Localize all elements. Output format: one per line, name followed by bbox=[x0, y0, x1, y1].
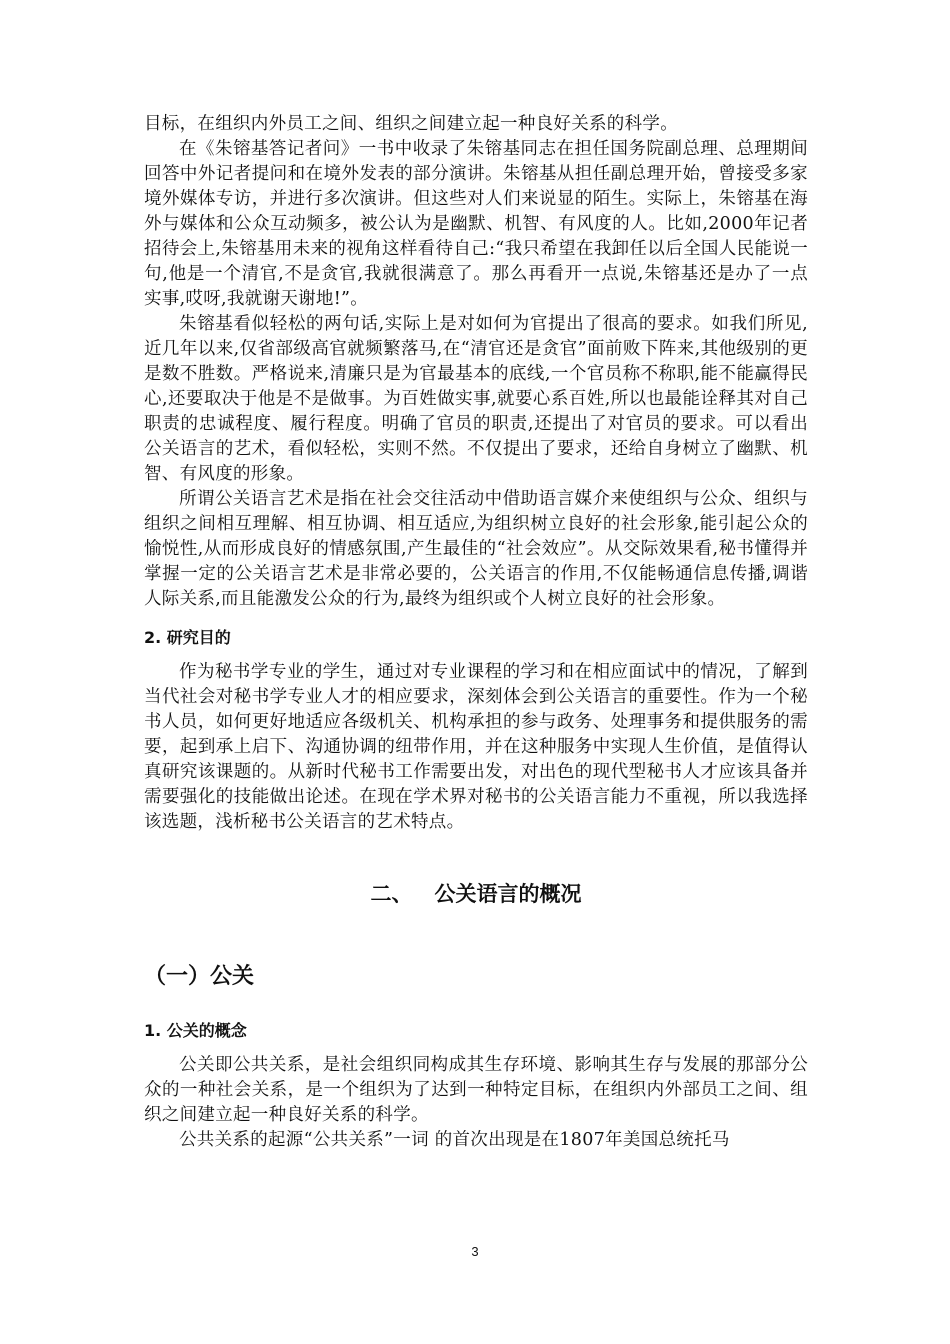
paragraph-pr-definition: 公关即公共关系，是社会组织同构成其生存环境、影响其生存与发展的那部分公众的一种社会关系，是一个组织为了达到一种特定目标，在组织内外部员工之间、组织之间建立起一种良好关系的科学。 bbox=[144, 1055, 808, 1125]
section-heading-pr: （一）公关 bbox=[144, 964, 255, 989]
paragraph-pr-origin: 公共关系的起源“公共关系”一词 的首次出现是在1807年美国总统托马 bbox=[179, 1130, 730, 1150]
paragraph-official-requirements: 朱镕基看似轻松的两句话,实际上是对如何为官提出了很高的要求。如我们所见,近几年以来,仅省部级高官就频繁落马,在“清官还是贪官”面前败下阵来,其他级别的更是数不胜数。严格说来,清廉只是为官最基本的底线,一个官员称不称职,能不能赢得民心,还要取决于他是不是做事。为百姓做实事,就要心系百姓,所以也最能诠释其对自己职责的忠诚程度、履行程度。明确了官员的职责,还提出了对官员的要求。可以看出公关语言的艺术，看似轻松，实则不然。不仅提出了要求，还给自身树立了幽默、机智、有风度的形象。 bbox=[144, 314, 808, 484]
paragraph-research-purpose: 作为秘书学专业的学生，通过对专业课程的学习和在相应面试中的情况，了解到当代社会对秘书学专业人才的相应要求，深刻体会到公关语言的重要性。作为一个秘书人员，如何更好地适应各级机关、机构承担的参与政务、处理事务和提供服务的需要，起到承上启下、沟通协调的纽带作用，并在这种服务中实现人生价值，是值得认真研究该课题的。从新时代秘书工作需要出发，对出色的现代型秘书人才应该具备并需要强化的技能做出论述。在现在学术界对秘书的公关语言能力不重视，所以我选择该选题，浅析秘书公关语言的艺术特点。 bbox=[144, 662, 808, 832]
chapter-heading bbox=[144, 879, 808, 909]
page-number: 3 bbox=[471, 1244, 479, 1259]
document-page bbox=[144, 112, 808, 1153]
chapter-heading-number: 二、 bbox=[370, 882, 413, 906]
chapter-heading-title: 公关语言的概况 bbox=[434, 882, 582, 906]
paragraph-zhu-rongji-book: 在《朱镕基答记者问》一书中收录了朱镕基同志在担任国务院副总理、总理期间回答中外记者提问和在境外发表的部分演讲。朱镕基从担任副总理开始，曾接受多家境外媒体专访，并进行多次演讲。但这些对人们来说显的陌生。实际上，朱镕基在海外与媒体和公众互动频多，被公认为是幽默、机智、有风度的人。比如,2000年记者招待会上,朱镕基用未来的视角这样看待自己:“我只希望在我卸任以后全国人民能说一句,他是一个清官,不是贪官,我就很满意了。那么再看开一点说,朱镕基还是办了一点实事,哎呀,我就谢天谢地!”。 bbox=[144, 139, 808, 309]
paragraph-continuation: 目标，在组织内外员工之间、组织之间建立起一种良好关系的科学。 bbox=[144, 114, 678, 134]
paragraph-pr-language-art: 所谓公关语言艺术是指在社会交往活动中借助语言媒介来使组织与公众、组织与组织之间相互理解、相互协调、相互适应,为组织树立良好的社会形象,能引起公众的愉悦性,从而形成良好的情感氛围,产生最佳的“社会效应”。从交际效果看,秘书懂得并掌握一定的公关语言艺术是非常必要的，公关语言的作用,不仅能畅通信息传播,调谐人际关系,而且能激发公众的行为,最终为组织或个人树立良好的社会形象。 bbox=[144, 489, 809, 609]
heading-research-purpose: 2. 研究目的 bbox=[144, 628, 231, 647]
heading-pr-concept: 1. 公关的概念 bbox=[144, 1021, 247, 1040]
